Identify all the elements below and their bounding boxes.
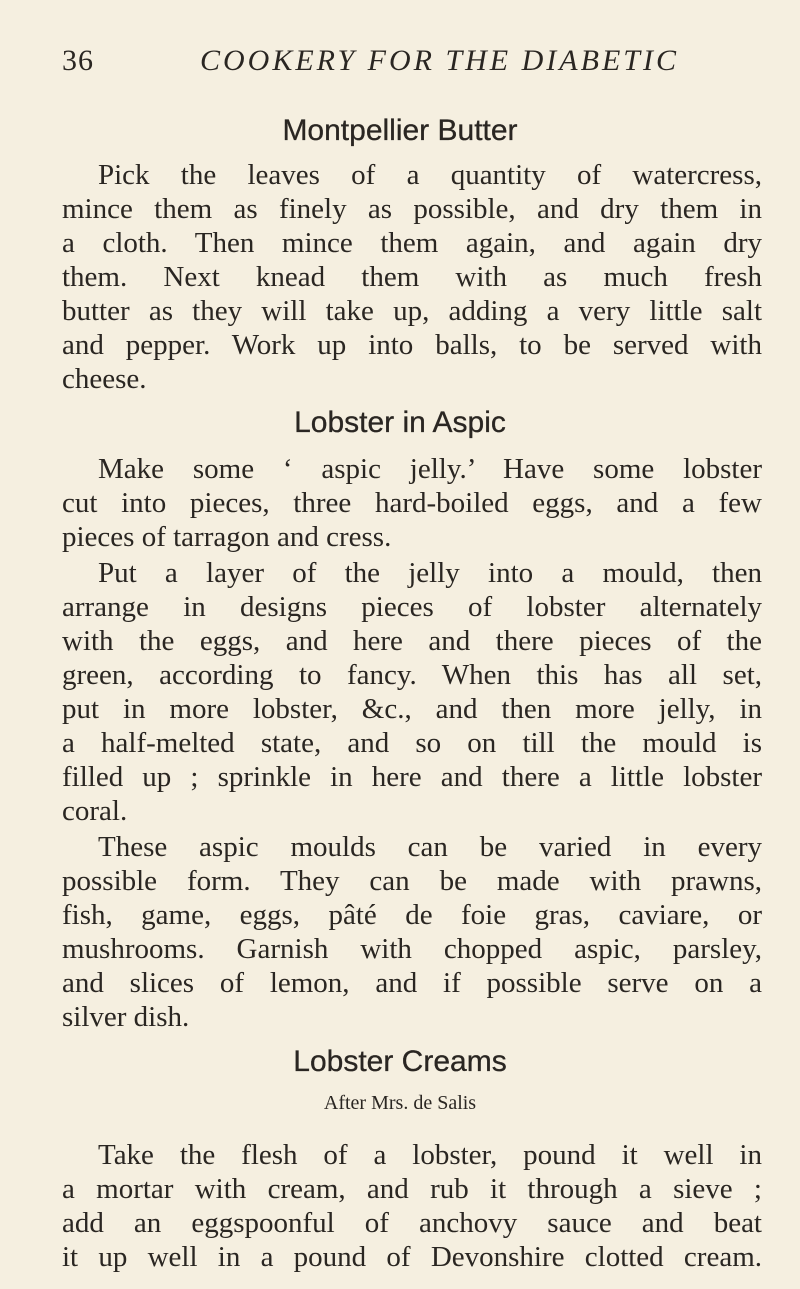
- text-line: a mortar with cream, and rub it through a sieve ;: [62, 1173, 762, 1205]
- text-line: fish, game, eggs, pâté de foie gras, caviare, or: [62, 899, 762, 931]
- text-line: green, according to fancy. When this has all set,: [62, 659, 762, 691]
- text-line: butter as they will take up, adding a very little salt: [62, 295, 762, 327]
- text-line: coral.: [62, 795, 128, 827]
- text-line: silver dish.: [62, 1001, 190, 1033]
- recipe-attribution: After Mrs. de Salis: [323, 1092, 477, 1114]
- text-line: Pick the leaves of a quantity of watercress,: [98, 159, 762, 191]
- text-line: Take the flesh of a lobster, pound it well in: [98, 1139, 762, 1171]
- text-line: Put a layer of the jelly into a mould, then: [98, 557, 762, 589]
- text-line: add an eggspoonful of anchovy sauce and beat: [62, 1207, 762, 1239]
- text-line: a cloth. Then mince them again, and again dry: [62, 227, 762, 259]
- page-number: 36: [62, 44, 94, 77]
- text-line: and slices of lemon, and if possible serve on a: [62, 967, 762, 999]
- text-line: pieces of tarragon and cress.: [62, 521, 392, 553]
- text-line: mushrooms. Garnish with chopped aspic, parsley,: [62, 933, 762, 965]
- text-line: possible form. They can be made with prawns,: [62, 865, 762, 897]
- text-line: These aspic moulds can be varied in every: [98, 831, 762, 863]
- text-line: it up well in a pound of Devonshire clotted cream.: [62, 1241, 762, 1273]
- text-line: put in more lobster, &c., and then more jelly, in: [62, 693, 762, 725]
- text-line: mince them as finely as possible, and dry them in: [62, 193, 762, 225]
- text-line: with the eggs, and here and there pieces of the: [62, 625, 762, 657]
- recipe-heading: Lobster Creams: [293, 1045, 507, 1078]
- text-line: arrange in designs pieces of lobster alternately: [62, 591, 762, 623]
- recipe-heading: Montpellier Butter: [282, 114, 518, 147]
- text-line: them. Next knead them with as much fresh: [62, 261, 762, 293]
- text-line: cut into pieces, three hard-boiled eggs, and a few: [62, 487, 762, 519]
- recipe-heading: Lobster in Aspic: [294, 406, 506, 439]
- text-line: cheese.: [62, 363, 147, 395]
- running-title: COOKERY FOR THE DIABETIC: [200, 44, 679, 77]
- text-line: filled up ; sprinkle in here and there a little lobster: [62, 761, 762, 793]
- running-head: [0, 44, 800, 84]
- text-line: a half-melted state, and so on till the mould is: [62, 727, 762, 759]
- text-line: Make some ‘ aspic jelly.’ Have some lobster: [98, 453, 762, 485]
- text-line: and pepper. Work up into balls, to be served with: [62, 329, 762, 361]
